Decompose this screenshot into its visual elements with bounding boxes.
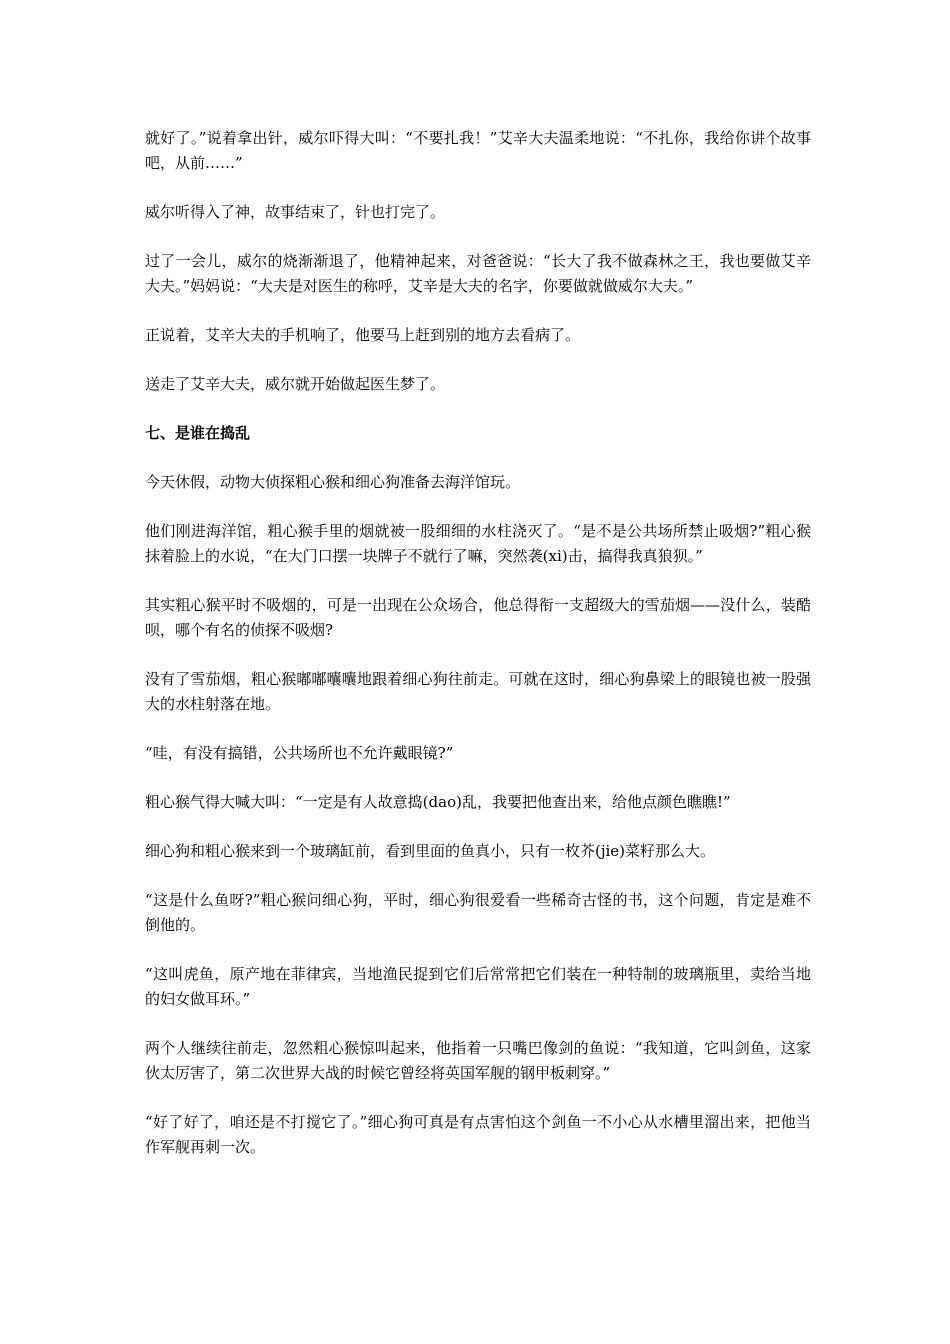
paragraph: 正说着，艾辛大夫的手机响了，他要马上赶到别的地方去看病了。 [145,326,581,344]
paragraph: “这叫虎鱼，原产地在菲律宾，当地渔民捉到它们后常常把它们装在一种特制的玻璃瓶里，卖给当地的妇女做耳环。” [145,965,811,1008]
paragraph: 细心狗和粗心猴来到一个玻璃缸前，看到里面的鱼真小，只有一枚芥(jie)菜籽那么大。 [145,842,716,860]
section-heading: 七、是谁在捣乱 [145,424,251,442]
paragraph: 没有了雪茄烟，粗心猴嘟嘟囔囔地跟着细心狗往前走。可就在这时，细心狗鼻梁上的眼镜也被一股强大的水柱射落在地。 [145,670,811,713]
paragraph: 威尔听得入了神，故事结束了，针也打完了。 [145,203,446,221]
paragraph: 过了一会儿，威尔的烧渐渐退了，他精神起来，对爸爸说：“长大了我不做森林之王，我也要做艾辛大夫。”妈妈说：“大夫是对医生的称呼，艾辛是大夫的名字，你要做就做威尔大夫。” [145,252,811,295]
paragraph: 其实粗心猴平时不吸烟的，可是一出现在公众场合，他总得衔一支超级大的雪茄烟——没什么，装酷呗，哪个有名的侦探不吸烟? [145,596,811,639]
paragraph: 就好了。”说着拿出针，威尔吓得大叫：“不要扎我！”艾辛大夫温柔地说：“不扎你，我给你讲个故事吧，从前……” [145,129,811,172]
document-page [145,126,811,1184]
paragraph: 今天休假，动物大侦探粗心猴和细心狗准备去海洋馆玩。 [145,473,521,491]
paragraph: “好了好了，咱还是不打搅它了。”细心狗可真是有点害怕这个剑鱼一不小心从水槽里溜出来，把他当作军舰再刺一次。 [145,1113,811,1156]
paragraph: 粗心猴气得大喊大叫：“一定是有人故意捣(dao)乱，我要把他查出来，给他点颜色瞧瞧!” [145,793,731,811]
paragraph: 两个人继续往前走，忽然粗心猴惊叫起来，他指着一只嘴巴像剑的鱼说：“我知道，它叫剑鱼，这家伙太厉害了，第二次世界大战的时候它曾经将英国军舰的钢甲板刺穿。” [145,1039,811,1082]
paragraph: “哇，有没有搞错，公共场所也不允许戴眼镜?” [145,744,454,762]
paragraph: “这是什么鱼呀?”粗心猴问细心狗，平时，细心狗很爱看一些稀奇古怪的书，这个问题，肯定是难不倒他的。 [145,891,811,934]
paragraph: 他们刚进海洋馆，粗心猴手里的烟就被一股细细的水柱浇灭了。“是不是公共场所禁止吸烟?”粗心猴抹着脸上的水说，“在大门口摆一块牌子不就行了嘛，突然袭(xi)击，搞得我真狼狈。” [145,522,811,565]
paragraph: 送走了艾辛大夫，威尔就开始做起医生梦了。 [145,375,446,393]
